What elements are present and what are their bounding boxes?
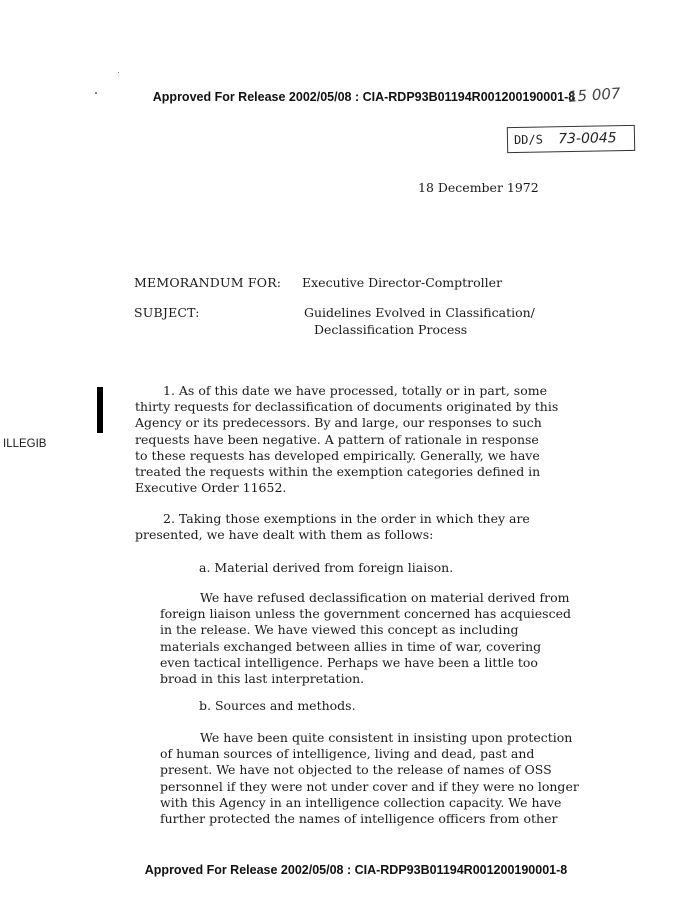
text-line: treated the requests within the exemption categories defined in (135, 464, 541, 480)
release-stamp-bottom: Approved For Release 2002/05/08 : CIA-RDP93B01194R001200190001-8 (144, 863, 568, 877)
routing-prefix: DD/S (513, 132, 544, 147)
memo-for-value: Executive Director-Comptroller (302, 275, 503, 290)
text-line: materials exchanged between allies in time of war, covering (160, 638, 542, 654)
text-line: foreign liaison unless the government concerned has acquiesced (160, 606, 571, 622)
text-line: thirty requests for declassification of documents originated by this (135, 399, 559, 415)
text-line: 2. Taking those exemptions in the order in which they are (163, 511, 530, 526)
text-line: personnel if they were not under cover and if they were no longer (160, 778, 579, 794)
subject-label: SUBJECT: (134, 305, 200, 320)
subject-line: Guidelines Evolved in Classification/ (304, 305, 535, 320)
text-line: presented, we have dealt with them as follows: (135, 527, 434, 543)
routing-stamp-box (507, 125, 635, 153)
text-line: in the release. We have viewed this concept as including (160, 622, 519, 638)
text-line: We have been quite consistent in insisting upon protection (200, 730, 573, 745)
text-line: further protected the names of intelligence officers from other (160, 811, 558, 827)
release-stamp-top: Approved For Release 2002/05/08 : CIA-RDP93B01194R001200190001-8 (152, 90, 576, 104)
text-line: We have refused declassification on material derived from (200, 590, 570, 605)
text-line: of human sources of intelligence, living and dead, past and (160, 746, 535, 762)
item-b-heading: b. Sources and methods. (199, 698, 356, 713)
text-line: Executive Order 11652. (135, 480, 287, 496)
text-line: broad in this last interpretation. (160, 671, 365, 687)
text-line: Agency or its predecessors. By and large, our responses to such (135, 415, 542, 431)
memo-for-label: MEMORANDUM FOR: (134, 275, 282, 290)
item-a-heading: a. Material derived from foreign liaison. (199, 560, 454, 575)
text-line: requests have been negative. A pattern of rationale in response (135, 431, 539, 447)
memo-date: 18 December 1972 (418, 180, 539, 195)
handwritten-annotation: 15 007 (567, 84, 622, 106)
text-line: even tactical intelligence. Perhaps we have been a little too (160, 654, 538, 670)
item-b-body (160, 730, 579, 827)
paragraph-1 (135, 383, 558, 496)
text-line: with this Agency in an intelligence collection capacity. We have (160, 794, 562, 810)
scan-speck (118, 72, 119, 73)
margin-note-illegib: ILLEGIB (3, 438, 47, 450)
text-line: present. We have not objected to the release of names of OSS (160, 762, 552, 778)
text-line: to these requests has developed empirically. Generally, we have (135, 447, 540, 463)
text-line: 1. As of this date we have processed, totally or in part, some (163, 383, 547, 398)
subject-value (304, 305, 535, 338)
subject-line: Declassification Process (314, 321, 468, 337)
item-a-body (160, 590, 571, 687)
routing-number: 73-0045 (558, 130, 617, 148)
paragraph-2 (135, 511, 530, 543)
redaction-bar (97, 387, 103, 433)
